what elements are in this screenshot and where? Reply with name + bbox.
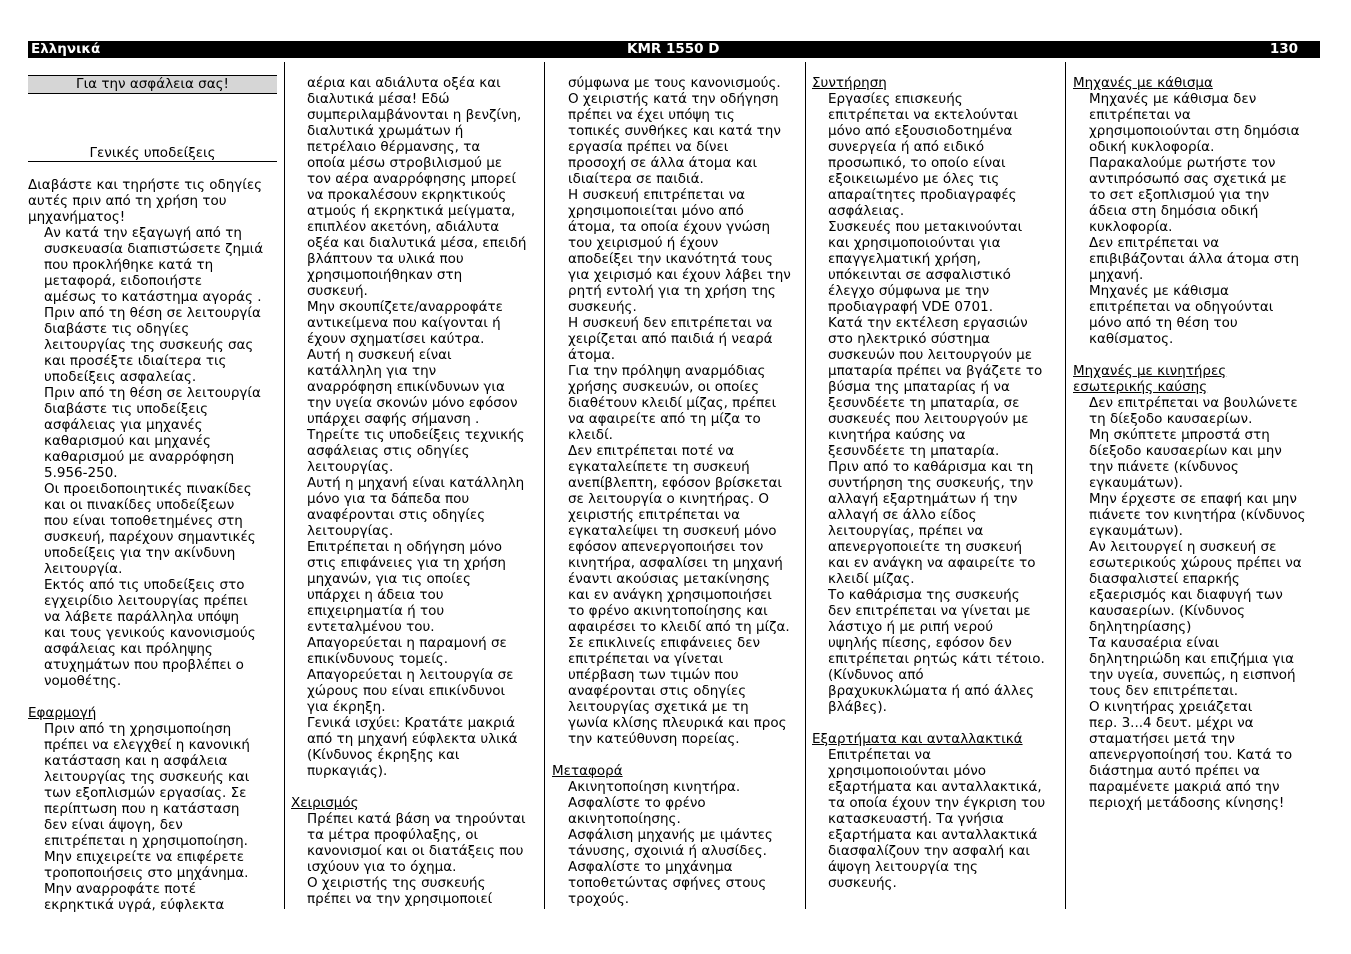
heading-accessories: Εξαρτήματα και ανταλλακτικά	[812, 731, 1023, 747]
text-line: χρησιμοποιήθηκαν στη	[307, 267, 463, 283]
text-line: και τους γενικούς κανονισμούς	[44, 625, 256, 641]
text-line: τροχούς.	[568, 891, 630, 907]
text-line: Η συσκευή επιτρέπεται να	[568, 187, 746, 203]
text-line: εφόσον απενεργοποιήσει τον	[568, 539, 764, 555]
text-line: Δεν επιτρέπεται να βουλώνετε	[1089, 395, 1298, 411]
text-line: γωνία κλίσης πλευρικά και προς	[568, 715, 787, 731]
text-line: νομοθέτης.	[44, 673, 122, 689]
text-line: αντιπρόσωπό σας σχετικά με	[1089, 171, 1287, 187]
text-line: κινητήρα καύσης να	[828, 427, 966, 443]
text-line: χρήσης συσκευών, οι οποίες	[568, 379, 760, 395]
text-line: χειρίζεται από παιδιά ή νεαρά	[568, 331, 773, 347]
text-line: αναρρόφηση επικίνδυνων για	[307, 379, 505, 395]
text-line: Η συσκευή δεν επιτρέπεται να	[568, 315, 773, 331]
text-line: Συσκευές που μετακινούνται	[828, 219, 1023, 235]
text-line: βραχυκυκλώματα ή από άλλες	[828, 683, 1035, 699]
text-line: δηλητηριώδη και επιζήμια για	[1089, 651, 1295, 667]
text-line: Απαγορεύεται η παραμονή σε	[307, 635, 507, 651]
column-divider	[544, 62, 545, 909]
text-line: και προσέξτε ιδιαίτερα τις	[44, 353, 227, 369]
text-line: ασφάλειας στις οδηγίες	[307, 443, 470, 459]
text-line: και εν ανάγκη να αφαιρείτε το	[828, 555, 1036, 571]
column-divider	[805, 62, 806, 909]
text-line: Μην σκουπίζετε/αναρροφάτε	[307, 299, 503, 315]
text-line: και οι πινακίδες υποδείξεων	[44, 497, 235, 513]
text-line: από τη μηχανή εύφλεκτα υλικά	[307, 731, 518, 747]
text-line: Δεν επιτρέπεται ποτέ να	[568, 443, 735, 459]
text-line: στο ηλεκτρικό σύστημα	[828, 331, 990, 347]
text-line: συμπεριλαμβάνονται η βενζίνη,	[307, 107, 522, 123]
text-line: λειτουργίας της συσκευής και	[44, 769, 250, 785]
text-line: Οι προειδοποιητικές πινακίδες	[44, 481, 252, 497]
text-line: ξεσυνδέετε τη μπαταρία, σε	[828, 395, 1020, 411]
heading-combustion-engines	[1073, 363, 1306, 395]
text-line: Μην επιχειρείτε να επιφέρετε	[44, 849, 245, 865]
text-line: να προκαλέσουν εκρηκτικούς	[307, 187, 507, 203]
text-line: Τηρείτε τις υποδείξεις τεχνικής	[307, 427, 525, 443]
text-line: υπόκεινται σε ασφαλιστικό	[828, 267, 1011, 283]
text-line: Αυτή η συσκευή είναι	[307, 347, 452, 363]
text-line: εργασία πρέπει να δίνει	[568, 139, 729, 155]
col5-text1	[1073, 91, 1306, 347]
text-line: εγχειρίδιο λειτουργίας πρέπει	[44, 593, 248, 609]
text-line: Μηχανές με κάθισμα δεν	[1089, 91, 1257, 107]
text-line: ξεσυνδέετε τη μπαταρία.	[828, 443, 1000, 459]
text-line: κατασκευαστή. Τα γνήσια	[828, 811, 1004, 827]
text-line: και εν ανάγκη χρησιμοποιήσει	[568, 587, 772, 603]
text-line: εξοικειωμένο με όλες τις	[828, 171, 1000, 187]
col3-text2	[552, 779, 791, 907]
text-line: Μηχανές με κάθισμα	[1089, 283, 1229, 299]
column-5	[1073, 75, 1306, 811]
text-line: δεν είναι άψογη, δεν	[44, 817, 183, 833]
text-line: τα οποία έχουν την έγκριση του	[828, 795, 1046, 811]
text-line: συνεργεία ή από ειδικό	[828, 139, 985, 155]
heading-seated-machines: Μηχανές με κάθισμα	[1073, 75, 1213, 91]
text-line: Πριν από τη θέση σε λειτουργία	[44, 305, 261, 321]
text-line: ασφάλειας και πρόληψης	[44, 641, 213, 657]
text-line: λειτουργίας της συσκευής σας	[44, 337, 254, 353]
text-line: εγκαυμάτων).	[1089, 523, 1183, 539]
column-4	[812, 75, 1045, 891]
text-line: συντήρηση της συσκευής, την	[828, 475, 1034, 491]
text-line: λειτουργίας.	[307, 459, 394, 475]
text-line: μόνο για τα δάπεδα που	[307, 491, 470, 507]
text-line: Μη σκύπτετε μπροστά στη	[1089, 427, 1270, 443]
text-line: να λάβετε παράλληλα υπόψη	[44, 609, 240, 625]
text-line: τάνυσης, σχοινιά ή αλυσίδες.	[568, 843, 767, 859]
text-line: κυκλοφορία.	[1089, 219, 1173, 235]
text-line: χρησιμοποιούνται μόνο	[828, 763, 986, 779]
intro-bold	[28, 177, 277, 225]
text-line: δεν επιτρέπεται να γίνεται με	[828, 603, 1031, 619]
text-line: Εκτός από τις υποδείξεις στο	[44, 577, 245, 593]
text-line: καθαρισμού με αναρρόφηση	[44, 449, 235, 465]
text-line: επιτρέπεται η χρησιμοποίηση.	[44, 833, 248, 849]
text-line: παραμένετε μακριά από την	[1089, 779, 1280, 795]
text-line: αφαιρέσει το κλειδί από τη μίζα.	[568, 619, 790, 635]
col4-text1	[812, 91, 1045, 715]
text-line: εγκαταλείψει τη συσκευή μόνο	[568, 523, 777, 539]
text-line: κλειδί μίζας.	[828, 571, 915, 587]
text-line: Ασφαλίστε το φρένο	[568, 795, 706, 811]
text-line: εγκαυμάτων).	[1089, 475, 1183, 491]
usage-text	[28, 721, 277, 913]
text-line: Σε επικλινείς επιφάνειες δεν	[568, 635, 761, 651]
text-line: σταματήσει μετά την	[1089, 731, 1235, 747]
text-line: προσωπικό, το οποίο είναι	[828, 155, 1006, 171]
text-line: επιπλέον ακετόνη, αδιάλυτα	[307, 219, 500, 235]
text-line: αλλαγή εξαρτημάτων ή την	[828, 491, 1018, 507]
text-line: επιτρέπεται να γίνεται	[568, 651, 724, 667]
text-line: βύσμα της μπαταρίας ή να	[828, 379, 1010, 395]
text-line: Πριν από τη θέση σε λειτουργία	[44, 385, 261, 401]
text-line: τροποποιήσεις στο μηχάνημα.	[44, 865, 249, 881]
text-line: λειτουργία.	[44, 561, 123, 577]
text-line: Γενικά ισχύει: Κρατάτε μακριά	[307, 715, 516, 731]
col2-text1	[291, 75, 526, 779]
text-line: απαραίτητες προδιαγραφές	[828, 187, 1017, 203]
text-line: που είναι τοποθετημένες στη	[44, 513, 243, 529]
text-line: αμέσως το κατάστημα αγοράς .	[44, 289, 262, 305]
text-line: συσκευές που λειτουργούν με	[828, 411, 1029, 427]
text-line: εσωτερικής καύσης	[1073, 379, 1208, 395]
text-line: καθίσματος.	[1089, 331, 1174, 347]
text-line: χρησιμοποιούνται στη δημόσια	[1089, 123, 1300, 139]
text-line: άδεια στη δημόσια οδική	[1089, 203, 1259, 219]
text-line: επιτρέπεται ρητώς κάτι τέτοιο.	[828, 651, 1045, 667]
col2-text2	[291, 811, 526, 907]
text-line: (Κίνδυνος από	[828, 667, 924, 683]
text-line: Ο χειριστής κατά την οδήγηση	[568, 91, 779, 107]
text-line: συσκευών που λειτουργούν με	[828, 347, 1033, 363]
text-line: του χειρισμού ή έχουν	[568, 235, 719, 251]
text-line: απενεργοποιείτε τη συσκευή	[828, 539, 1023, 555]
text-line: μεταφορά, ειδοποιήστε	[44, 273, 203, 289]
text-line: εντεταλμένου του.	[307, 619, 435, 635]
text-line: Ασφαλίστε το μηχάνημα	[568, 859, 733, 875]
col5-text2	[1073, 395, 1306, 811]
text-line: στις επιφάνειες για τη χρήση	[307, 555, 506, 571]
text-line: για χειρισμό και έχουν λάβει την	[568, 267, 791, 283]
column-1	[28, 75, 277, 913]
text-line: δίεξοδο καυσαερίων και μην	[1089, 443, 1282, 459]
text-line: εξαερισμός και διαφυγή των	[1089, 587, 1283, 603]
text-line: Μην έρχεστε σε επαφή και μην	[1089, 491, 1297, 507]
text-line: διαλυτικά χρωμάτων ή	[307, 123, 464, 139]
heading-maintenance: Συντήρηση	[812, 75, 887, 91]
text-line: περιοχή μετάδοσης κίνησης!	[1089, 795, 1285, 811]
text-line: ασφάλειας.	[828, 203, 905, 219]
text-line: σε λειτουργία ο κινητήρας. Ο	[568, 491, 769, 507]
col4-text2	[812, 747, 1045, 891]
text-line: την πιάνετε (κίνδυνος	[1089, 459, 1239, 475]
text-line: την υγεία, συνεπώς, η εισπνοή	[1089, 667, 1296, 683]
text-line: τους δεν επιτρέπεται.	[1089, 683, 1239, 699]
text-line: το σετ εξοπλισμού για την	[1089, 187, 1270, 203]
text-line: χώρους που είναι επικίνδυνοι	[307, 683, 506, 699]
text-line: πρέπει να έχει υπόψη τις	[568, 107, 735, 123]
text-line: κατάσταση και η ασφάλεια	[44, 753, 228, 769]
text-line: πιάνετε τον κινητήρα (κίνδυνος	[1089, 507, 1306, 523]
text-line: έχουν σχηματίσει καύτρα.	[307, 331, 485, 347]
text-line: αντικείμενα που καίγονται ή	[307, 315, 501, 331]
text-line: μηχανών, για τις οποίες	[307, 571, 471, 587]
text-line: διάστημα αυτό πρέπει να	[1089, 763, 1260, 779]
text-line: περ. 3...4 δευτ. μέχρι να	[1089, 715, 1254, 731]
text-line: πρέπει να ελεγχθεί η κανονική	[44, 737, 250, 753]
text-line: των εξοπλισμών εργασίας. Σε	[44, 785, 247, 801]
text-line: συσκευασία διαπιστώσετε ζημιά	[44, 241, 264, 257]
heading-operation: Χειρισμός	[291, 795, 359, 811]
text-line: λάστιχο ή με ριπή νερού	[828, 619, 994, 635]
text-line: λειτουργίας, πρέπει να	[828, 523, 984, 539]
text-line: λειτουργίας σχετικά με τη	[568, 699, 749, 715]
text-line: Ο κινητήρας χρειάζεται	[1089, 699, 1253, 715]
text-line: προδιαγραφή VDE 0701.	[828, 299, 993, 315]
text-line: κατάλληλη για την	[307, 363, 437, 379]
text-line: επιβιβάζονται άλλα άτομα στη	[1089, 251, 1300, 267]
text-line: Μηχανές με κινητήρες	[1073, 363, 1227, 379]
text-line: μόνο από τη θέση του	[1089, 315, 1238, 331]
text-line: καθαρισμού και μηχανές	[44, 433, 211, 449]
text-line: μηχανήματος!	[28, 209, 126, 225]
text-line: πετρέλαιο θέρμανσης, τα	[307, 139, 481, 155]
text-line: οποία μέσω στροβιλισμού με	[307, 155, 503, 171]
language-label: Ελληνικά	[31, 41, 101, 57]
text-line: Ακινητοποίηση κινητήρα.	[568, 779, 741, 795]
text-line: κανονισμοί και οι διατάξεις που	[307, 843, 524, 859]
text-line: συσκευής.	[828, 875, 897, 891]
page-number: 130	[1269, 41, 1298, 57]
heading-transport: Μεταφορά	[552, 763, 623, 779]
text-line: βλάβες).	[828, 699, 887, 715]
text-line: αυτές πριν από τη χρήση του	[28, 193, 227, 209]
text-line: ασφάλειας για μηχανές	[44, 417, 203, 433]
text-line: εξαρτήματα και ανταλλακτικά	[828, 827, 1038, 843]
header-bar	[28, 41, 1320, 58]
text-line: μηχανή.	[1089, 267, 1144, 283]
column-divider	[1065, 62, 1066, 909]
text-line: μόνο από εξουσιοδοτημένα	[828, 123, 1013, 139]
col3-text1	[552, 75, 791, 747]
column-3	[552, 75, 791, 907]
text-line: ατμούς ή εκρηκτικά μείγματα,	[307, 203, 516, 219]
text-line: ισχύουν για το όχημα.	[307, 859, 457, 875]
text-line: πρέπει να την χρησιμοποιεί	[307, 891, 493, 907]
text-line: καυσαερίων. (Κίνδυνος	[1089, 603, 1246, 619]
text-line: το φρένο ακινητοποίησης και	[568, 603, 768, 619]
column-2	[291, 75, 526, 907]
text-line: επιτρέπεται να	[1089, 107, 1191, 123]
text-line: αέρια και αδιάλυτα οξέα και	[307, 75, 501, 91]
text-line: 5.956-250.	[44, 465, 118, 481]
text-line: την κατεύθυνση πορείας.	[568, 731, 740, 747]
text-line: αναφέρονται στις οδηγίες	[568, 683, 747, 699]
text-line: Κατά την εκτέλεση εργασιών	[828, 315, 1028, 331]
text-line: Το καθάρισμα της συσκευής	[828, 587, 1020, 603]
text-line: Επιτρέπεται να	[828, 747, 931, 763]
text-line: Δεν επιτρέπεται να	[1089, 235, 1220, 251]
intro-text	[28, 225, 277, 689]
text-line: ανεπίβλεπτη, εφόσον βρίσκεται	[568, 475, 782, 491]
text-line: συσκευή, παρέχουν σημαντικές	[44, 529, 256, 545]
text-line: οδική κυκλοφορία.	[1089, 139, 1215, 155]
text-line: διασφαλίζουν την ασφαλή και	[828, 843, 1030, 859]
text-line: εκρηκτικά υγρά, εύφλεκτα	[44, 897, 225, 913]
text-line: χρησιμοποιείται μόνο από	[568, 203, 744, 219]
text-line: διαβάστε τις οδηγίες	[44, 321, 190, 337]
text-line: επιχειρηματία ή του	[307, 603, 445, 619]
text-line: υψηλής πίεσης, εφόσον δεν	[828, 635, 1012, 651]
text-line: υποδείξεις ασφαλείας.	[44, 369, 197, 385]
text-line: επικίνδυνους τομείς.	[307, 651, 449, 667]
text-line: υπέρβαση των τιμών που	[568, 667, 739, 683]
text-line: δηλητηρίασης)	[1089, 619, 1192, 635]
text-line: Τα καυσαέρια είναι	[1089, 635, 1220, 651]
text-line: αλλαγή σε άλλο είδος	[828, 507, 977, 523]
text-line: επαγγελματική χρήση,	[828, 251, 981, 267]
text-line: Πριν από το καθάρισμα και τη	[828, 459, 1034, 475]
text-line: Για την πρόληψη αναρμόδιας	[568, 363, 766, 379]
text-line: αποδείξει την ικανότητά τους	[568, 251, 773, 267]
text-line: έλεγχο σύμφωνα με την	[828, 283, 990, 299]
text-line: για έκρηξη.	[307, 699, 386, 715]
text-line: οξέα και διαλυτικά μέσα, επειδή	[307, 235, 527, 251]
model-label: KMR 1550 D	[627, 41, 720, 57]
text-line: κινητήρα, ασφαλίσει τη μηχανή	[568, 555, 783, 571]
text-line: άψογη λειτουργία της	[828, 859, 978, 875]
column-divider	[284, 62, 285, 909]
section-subtitle: Γενικές υποδείξεις	[28, 145, 277, 162]
text-line: Αν κατά την εξαγωγή από τη	[44, 225, 242, 241]
text-line: Ασφάλιση μηχανής με ιμάντες	[568, 827, 773, 843]
text-line: Πρέπει κατά βάση να τηρούνται	[307, 811, 526, 827]
text-line: εσωτερικούς χώρους πρέπει να	[1089, 555, 1302, 571]
text-line: σύμφωνα με τους κανονισμούς.	[568, 75, 781, 91]
text-line: υποδείξεις για την ακίνδυνη	[44, 545, 236, 561]
text-line: άτομα.	[568, 347, 616, 363]
heading-usage: Εφαρμογή	[28, 705, 97, 721]
text-line: Παρακαλούμε ρωτήστε τον	[1089, 155, 1276, 171]
text-line: την υγεία σκονών μόνο εφόσον	[307, 395, 518, 411]
text-line: λειτουργίας.	[307, 523, 394, 539]
text-line: Απαγορεύεται η λειτουργία σε	[307, 667, 514, 683]
text-line: (Κίνδυνος έκρηξης και	[307, 747, 460, 763]
text-line: διαλυτικά μέσα! Εδώ	[307, 91, 450, 107]
text-line: περίπτωση που η κατάσταση	[44, 801, 240, 817]
text-line: να αφαιρείτε από τη μίζα το	[568, 411, 761, 427]
text-line: Πριν από τη χρησιμοποίηση	[44, 721, 232, 737]
text-line: αναφέρονται στις οδηγίες	[307, 507, 486, 523]
text-line: Εργασίες επισκευής	[828, 91, 963, 107]
text-line: Μην αναρροφάτε ποτέ	[44, 881, 197, 897]
text-line: και χρησιμοποιούνται για	[828, 235, 1001, 251]
text-line: υπάρχει σαφής σήμανση .	[307, 411, 480, 427]
text-line: που προκλήθηκε κατά τη	[44, 257, 214, 273]
text-line: ατυχημάτων που προβλέπει ο	[44, 657, 244, 673]
text-line: μπαταρία πρέπει να βγάζετε το	[828, 363, 1043, 379]
text-line: έναντι ακούσιας μετακίνησης	[568, 571, 770, 587]
text-line: απενεργοποίησή του. Κατά το	[1089, 747, 1293, 763]
text-line: επιτρέπεται να οδηγούνται	[1089, 299, 1274, 315]
text-line: προσοχή σε άλλα άτομα και	[568, 155, 758, 171]
text-line: ιδιαίτερα σε παιδιά.	[568, 171, 704, 187]
text-line: Επιτρέπεται η οδήγηση μόνο	[307, 539, 503, 555]
text-line: χειριστής επιτρέπεται να	[568, 507, 740, 523]
text-line: διαβάστε τις υποδείξεις	[44, 401, 209, 417]
text-line: συσκευής.	[568, 299, 637, 315]
text-line: Αν λειτουργεί η συσκευή σε	[1089, 539, 1277, 555]
text-line: τοπικές συνθήκες και κατά την	[568, 123, 781, 139]
text-line: άτομα, τα οποία έχουν γνώση	[568, 219, 771, 235]
text-line: Διαβάστε και τηρήστε τις οδηγίες	[28, 177, 263, 193]
text-line: ακινητοποίησης.	[568, 811, 681, 827]
text-line: κλειδί.	[568, 427, 613, 443]
text-line: διασφαλιστεί επαρκής	[1089, 571, 1240, 587]
text-line: Ο χειριστής της συσκευής	[307, 875, 486, 891]
text-line: εξαρτήματα και ανταλλακτικά,	[828, 779, 1042, 795]
text-line: Αυτή η μηχανή είναι κατάλληλη	[307, 475, 525, 491]
text-line: υπάρχει η άδεια του	[307, 587, 444, 603]
text-line: εγκαταλείπετε τη συσκευή	[568, 459, 750, 475]
text-line: επιτρέπεται να εκτελούνται	[828, 107, 1018, 123]
text-line: τοποθετώντας σφήνες στους	[568, 875, 767, 891]
text-line: τα μέτρα προφύλαξης, οι	[307, 827, 479, 843]
text-line: βλάπτουν τα υλικά που	[307, 251, 464, 267]
text-line: πυρκαγιάς).	[307, 763, 388, 779]
text-line: συσκευή.	[307, 283, 368, 299]
text-line: τον αέρα αναρρόφησης μπορεί	[307, 171, 517, 187]
section-title: Για την ασφάλεια σας!	[28, 75, 277, 94]
text-line: τη δίεξοδο καυσαερίων.	[1089, 411, 1253, 427]
text-line: διαθέτουν κλειδί μίζας, πρέπει	[568, 395, 777, 411]
text-line: ρητή εντολή για τη χρήση της	[568, 283, 776, 299]
